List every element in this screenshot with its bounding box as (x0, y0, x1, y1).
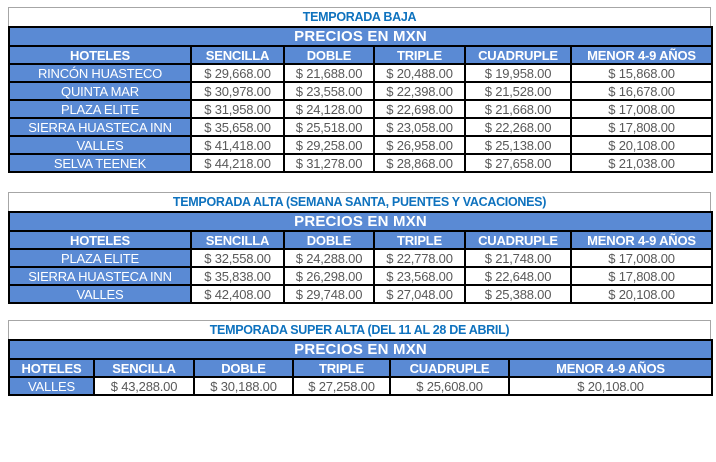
column-header-row (9, 231, 712, 249)
price-cell: $ 21,688.00 (284, 64, 374, 82)
price-cell: $ 35,838.00 (191, 267, 284, 285)
price-cell: $ 23,558.00 (284, 82, 374, 100)
hotel-name-cell: QUINTA MAR (9, 82, 191, 100)
hotel-name-cell: RINCÓN HUASTECO (9, 64, 191, 82)
price-cell: $ 30,978.00 (191, 82, 284, 100)
table-row (9, 154, 712, 172)
price-cell: $ 32,558.00 (191, 249, 284, 267)
temporada-super-alta-section (8, 320, 711, 396)
column-header-menor: MENOR 4-9 AÑOS (509, 359, 712, 377)
hotel-name-cell: VALLES (9, 136, 191, 154)
column-header-doble: DOBLE (284, 46, 374, 64)
column-header-doble: DOBLE (284, 231, 374, 249)
column-header-hoteles: HOTELES (9, 359, 94, 377)
table-row (9, 64, 712, 82)
price-cell: $ 16,678.00 (571, 82, 712, 100)
price-cell: $ 21,528.00 (465, 82, 571, 100)
precios-row (9, 340, 712, 359)
table-row (9, 82, 712, 100)
price-cell: $ 17,008.00 (571, 100, 712, 118)
column-header-cuadruple: CUADRUPLE (390, 359, 509, 377)
price-cell: $ 21,668.00 (465, 100, 571, 118)
price-cell: $ 24,128.00 (284, 100, 374, 118)
price-cell: $ 22,778.00 (374, 249, 465, 267)
price-cell: $ 26,958.00 (374, 136, 465, 154)
price-cell: $ 27,258.00 (293, 377, 390, 395)
column-header-triple: TRIPLE (374, 231, 465, 249)
price-cell: $ 22,398.00 (374, 82, 465, 100)
price-cell: $ 27,658.00 (465, 154, 571, 172)
price-cell: $ 26,298.00 (284, 267, 374, 285)
column-header-row (9, 359, 712, 377)
price-cell: $ 29,748.00 (284, 285, 374, 303)
price-cell: $ 25,138.00 (465, 136, 571, 154)
column-header-triple: TRIPLE (293, 359, 390, 377)
price-cell: $ 43,288.00 (94, 377, 194, 395)
price-cell: $ 29,668.00 (191, 64, 284, 82)
price-cell: $ 29,258.00 (284, 136, 374, 154)
price-cell: $ 20,108.00 (571, 285, 712, 303)
price-cell: $ 20,488.00 (374, 64, 465, 82)
price-cell: $ 20,108.00 (571, 136, 712, 154)
column-header-sencilla: SENCILLA (191, 231, 284, 249)
price-cell: $ 41,418.00 (191, 136, 284, 154)
price-cell: $ 25,388.00 (465, 285, 571, 303)
price-cell: $ 35,658.00 (191, 118, 284, 136)
price-cell: $ 22,268.00 (465, 118, 571, 136)
price-cell: $ 23,058.00 (374, 118, 465, 136)
price-cell: $ 19,958.00 (465, 64, 571, 82)
price-cell: $ 30,188.00 (194, 377, 293, 395)
price-cell: $ 21,038.00 (571, 154, 712, 172)
table-row (9, 267, 712, 285)
column-header-hoteles: HOTELES (9, 231, 191, 249)
column-header-hoteles: HOTELES (9, 46, 191, 64)
season-title: TEMPORADA BAJA (8, 7, 711, 26)
price-cell: $ 21,748.00 (465, 249, 571, 267)
column-header-triple: TRIPLE (374, 46, 465, 64)
temporada-baja-price-table (8, 26, 713, 173)
hotel-name-cell: PLAZA ELITE (9, 249, 191, 267)
temporada-super-alta-price-table (8, 339, 713, 396)
price-cell: $ 25,518.00 (284, 118, 374, 136)
price-cell: $ 25,608.00 (390, 377, 509, 395)
column-header-doble: DOBLE (194, 359, 293, 377)
price-cell: $ 23,568.00 (374, 267, 465, 285)
table-row (9, 285, 712, 303)
precios-banner: PRECIOS EN MXN (9, 340, 712, 359)
table-row (9, 249, 712, 267)
hotel-name-cell: VALLES (9, 377, 94, 395)
price-cell: $ 24,288.00 (284, 249, 374, 267)
season-title: TEMPORADA SUPER ALTA (DEL 11 AL 28 DE ABRIL) (8, 320, 711, 339)
column-header-row (9, 46, 712, 64)
price-cell: $ 17,008.00 (571, 249, 712, 267)
column-header-menor: MENOR 4-9 AÑOS (571, 231, 712, 249)
temporada-alta-price-table (8, 211, 713, 304)
price-cell: $ 20,108.00 (509, 377, 712, 395)
temporada-alta-section (8, 192, 711, 304)
season-title: TEMPORADA ALTA (SEMANA SANTA, PUENTES Y VACACIONES) (8, 192, 711, 211)
hotel-name-cell: SELVA TEENEK (9, 154, 191, 172)
precios-banner: PRECIOS EN MXN (9, 212, 712, 231)
table-row (9, 377, 712, 395)
price-cell: $ 17,808.00 (571, 118, 712, 136)
price-cell: $ 42,408.00 (191, 285, 284, 303)
price-cell: $ 22,648.00 (465, 267, 571, 285)
price-cell: $ 27,048.00 (374, 285, 465, 303)
price-cell: $ 28,868.00 (374, 154, 465, 172)
price-cell: $ 31,958.00 (191, 100, 284, 118)
precios-row (9, 212, 712, 231)
column-header-sencilla: SENCILLA (94, 359, 194, 377)
column-header-cuadruple: CUADRUPLE (465, 231, 571, 249)
price-cell: $ 31,278.00 (284, 154, 374, 172)
price-cell: $ 22,698.00 (374, 100, 465, 118)
table-row (9, 100, 712, 118)
hotel-name-cell: VALLES (9, 285, 191, 303)
table-row (9, 118, 712, 136)
column-header-sencilla: SENCILLA (191, 46, 284, 64)
precios-banner: PRECIOS EN MXN (9, 27, 712, 46)
table-row (9, 136, 712, 154)
hotel-name-cell: PLAZA ELITE (9, 100, 191, 118)
precios-row (9, 27, 712, 46)
column-header-menor: MENOR 4-9 AÑOS (571, 46, 712, 64)
hotel-name-cell: SIERRA HUASTECA INN (9, 118, 191, 136)
temporada-baja-section (8, 7, 711, 173)
price-cell: $ 44,218.00 (191, 154, 284, 172)
column-header-cuadruple: CUADRUPLE (465, 46, 571, 64)
price-cell: $ 17,808.00 (571, 267, 712, 285)
hotel-name-cell: SIERRA HUASTECA INN (9, 267, 191, 285)
price-cell: $ 15,868.00 (571, 64, 712, 82)
